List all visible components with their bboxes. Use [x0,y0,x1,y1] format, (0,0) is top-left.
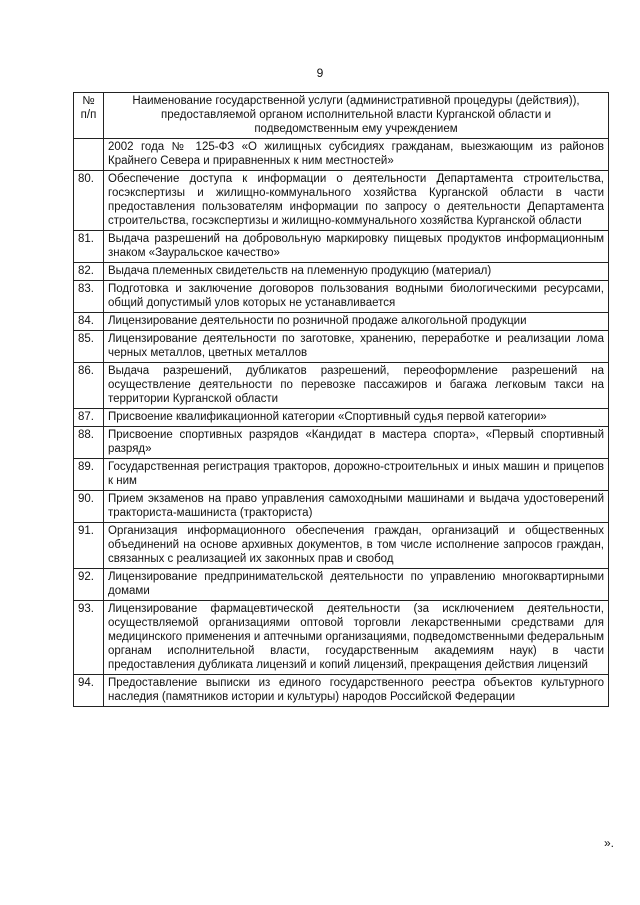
table-row [74,171,609,231]
table-row [74,523,609,569]
table-body [74,139,609,707]
row-number-cell [74,139,104,171]
row-number-cell: 85. [74,331,104,363]
row-name-cell: Предоставление выписки из единого государственного реестра объектов культурного наследия (памятников истории и культуры) народов Российской Федерации [104,675,609,707]
page-number: 9 [316,66,324,80]
row-name-cell: Лицензирование предпринимательской деятельности по управлению многоквартирными домами [104,569,609,601]
row-number-cell: 86. [74,363,104,409]
table-row [74,263,609,281]
row-number-cell: 81. [74,231,104,263]
row-name-cell: Обеспечение доступа к информации о деятельности Департамента строительства, госэкспертизы и жилищно-коммунального хозяйства Курганской области в части предоставления пользователям информации по запросу о деятельности Департамента строительства, госэкспертизы и жилищно-коммунального хозяйства Курганской области [104,171,609,231]
table-row [74,675,609,707]
row-name-cell: Лицензирование деятельности по заготовке, хранению, переработке и реализации лома черных металлов, цветных металлов [104,331,609,363]
closing-quote-mark: ». [603,836,614,850]
table-header-row [74,93,609,139]
row-name-cell: Лицензирование деятельности по розничной продаже алкогольной продукции [104,313,609,331]
row-name-cell: Выдача племенных свидетельств на племенную продукцию (материал) [104,263,609,281]
row-name-cell: Лицензирование фармацевтической деятельности (за исключением деятельности, осуществляемой организациями оптовой торговли лекарственными средствами для медицинского применения и аптечными организациями, подведомственными федеральным органам исполнительной власти, государственным академиям наук) в части предоставления дубликата лицензий и копий лицензий, прекращения действия лицензий [104,601,609,675]
table-row [74,331,609,363]
row-name-cell: 2002 года № 125-ФЗ «О жилищных субсидиях гражданам, выезжающим из районов Крайнего Севера и приравненных к ним местностей» [104,139,609,171]
table-row [74,313,609,331]
row-number-cell: 92. [74,569,104,601]
row-number-cell: 87. [74,409,104,427]
row-name-cell: Организация информационного обеспечения граждан, организаций и общественных объединений на основе архивных документов, в том числе исполнение запросов граждан, связанных с реализацией их законных прав и свобод [104,523,609,569]
table-row-continuation [74,139,609,171]
row-number-cell: 88. [74,427,104,459]
row-name-cell: Подготовка и заключение договоров пользования водными биологическими ресурсами, общий допустимый улов которых не устанавливается [104,281,609,313]
column-header-name: Наименование государственной услуги (административной процедуры (действия)), предоставляемой органом исполнительной власти Курганской области и подведомственным ему учреждением [104,93,609,139]
table-row [74,427,609,459]
row-number-cell: 83. [74,281,104,313]
table-row [74,409,609,427]
row-number-cell: 91. [74,523,104,569]
row-name-cell: Присвоение спортивных разрядов «Кандидат в мастера спорта», «Первый спортивный разряд» [104,427,609,459]
row-name-cell: Выдача разрешений на добровольную маркировку пищевых продуктов информационным знаком «Зауральское качество» [104,231,609,263]
table-row [74,491,609,523]
row-name-cell: Присвоение квалификационной категории «Спортивный судья первой категории» [104,409,609,427]
row-name-cell: Выдача разрешений, дубликатов разрешений, переоформление разрешений на осуществление деятельности по перевозке пассажиров и багажа легковым такси на территории Курганской области [104,363,609,409]
services-table [73,92,609,707]
table-row [74,281,609,313]
table-row [74,459,609,491]
table-row [74,231,609,263]
row-number-cell: 84. [74,313,104,331]
table-row [74,569,609,601]
row-name-cell: Государственная регистрация тракторов, дорожно-строительных и иных машин и прицепов к ним [104,459,609,491]
row-number-cell: 93. [74,601,104,675]
row-number-cell: 94. [74,675,104,707]
row-number-cell: 90. [74,491,104,523]
table-row [74,601,609,675]
row-number-cell: 80. [74,171,104,231]
column-header-number: № п/п [74,93,104,139]
row-number-cell: 89. [74,459,104,491]
row-number-cell: 82. [74,263,104,281]
row-name-cell: Прием экзаменов на право управления самоходными машинами и выдача удостоверений тракториста-машиниста (тракториста) [104,491,609,523]
table-row [74,363,609,409]
